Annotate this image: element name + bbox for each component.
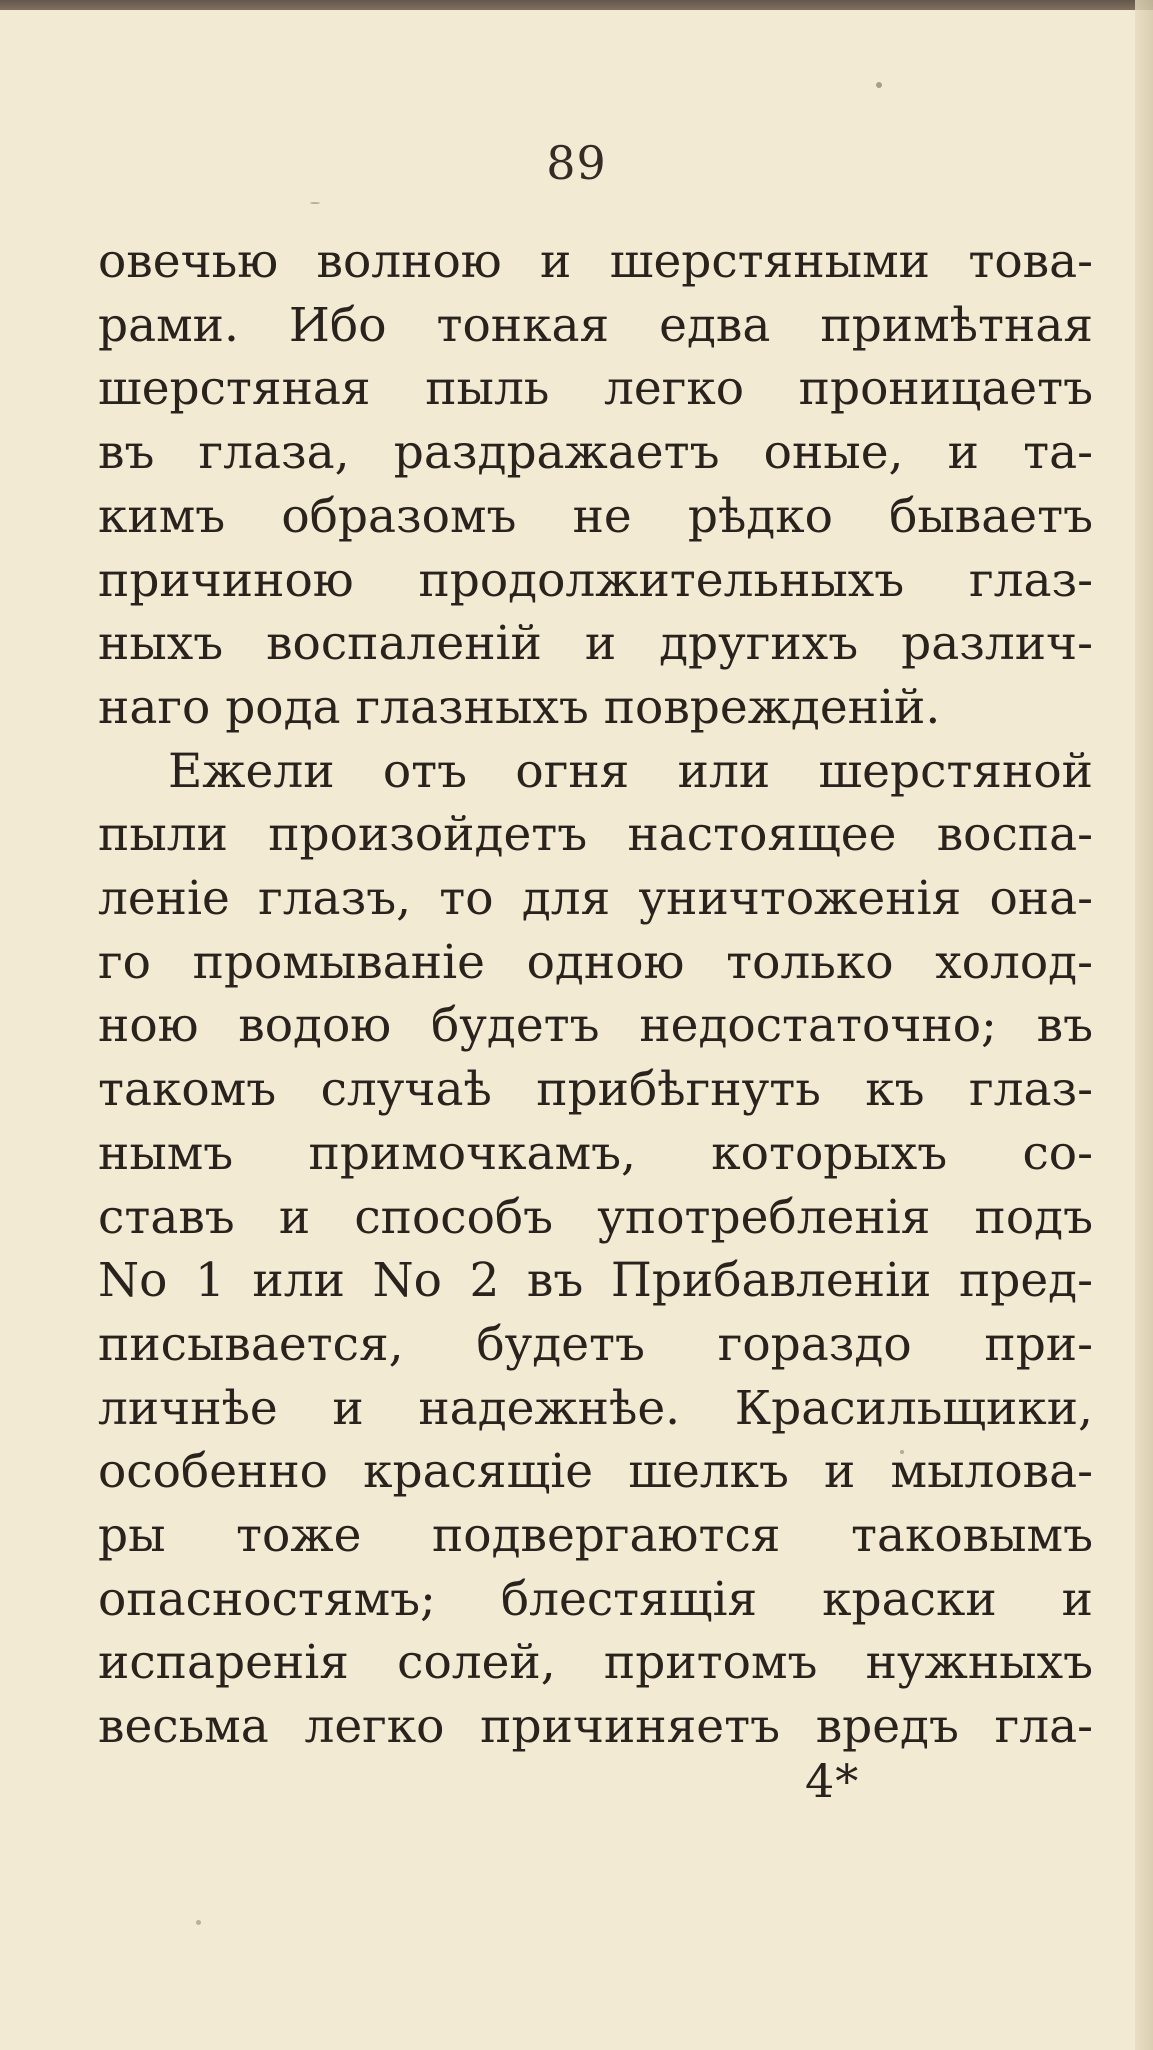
- text-line: ставъ и способъ употребленія подъ: [98, 1189, 1093, 1245]
- text-line: наго рода глазныхъ поврежденій.: [98, 679, 941, 735]
- paper-speck: [310, 202, 320, 204]
- page-number: 89: [546, 136, 607, 190]
- text-line: писывается, будетъ гораздо при-: [98, 1316, 1093, 1372]
- text-line: кимъ образомъ не рѣдко бываетъ: [98, 488, 1093, 544]
- text-line: ною водою будетъ недостаточно; въ: [98, 998, 1093, 1054]
- text-line: овечью волною и шерстяными това-: [98, 234, 1093, 289]
- text-line: весьма легко причиняетъ вредъ гла-: [98, 1699, 1093, 1755]
- text-line: испаренія солей, притомъ нужныхъ: [98, 1635, 1093, 1691]
- text-line: опасностямъ; блестящія краски и: [98, 1571, 1093, 1627]
- text-line: рами. Ибо тонкая едва примѣтная: [98, 297, 1093, 353]
- text-line: такомъ случаѣ прибѣгнуть къ глаз-: [98, 1062, 1093, 1118]
- text-line: нымъ примочкамъ, которыхъ со-: [98, 1125, 1093, 1181]
- text-line: особенно красящіе шелкъ и мылова-: [98, 1444, 1093, 1500]
- paper-speck: [196, 1920, 201, 1925]
- text-line: го промываніе одною только холод-: [98, 934, 1093, 990]
- text-line: шерстяная пыль легко проницаетъ: [98, 361, 1093, 417]
- text-line: причиною продолжительныхъ глаз-: [98, 552, 1093, 608]
- text-line: ры тоже подвергаются таковымъ: [98, 1508, 1093, 1564]
- text-line: пыли произойдетъ настоящее воспа-: [98, 807, 1093, 863]
- text-line: леніе глазъ, то для уничтоженія она-: [98, 871, 1093, 927]
- page-top-edge: [0, 0, 1153, 10]
- text-line: личнѣе и надежнѣе. Красильщики,: [98, 1380, 1093, 1436]
- text-line: въ глаза, раздражаетъ оные, и та-: [98, 425, 1093, 481]
- page-right-edge: [1135, 0, 1153, 2050]
- body-text: [98, 230, 1093, 1759]
- text-line: ныхъ воспаленій и другихъ различ-: [98, 616, 1093, 672]
- text-line: Ежели отъ огня или шерстяной: [168, 743, 1093, 799]
- printer-signature-mark: 4*: [805, 1754, 860, 1808]
- text-line: No 1 или No 2 въ Прибавленіи пред-: [98, 1253, 1093, 1309]
- paper-speck: [876, 82, 882, 88]
